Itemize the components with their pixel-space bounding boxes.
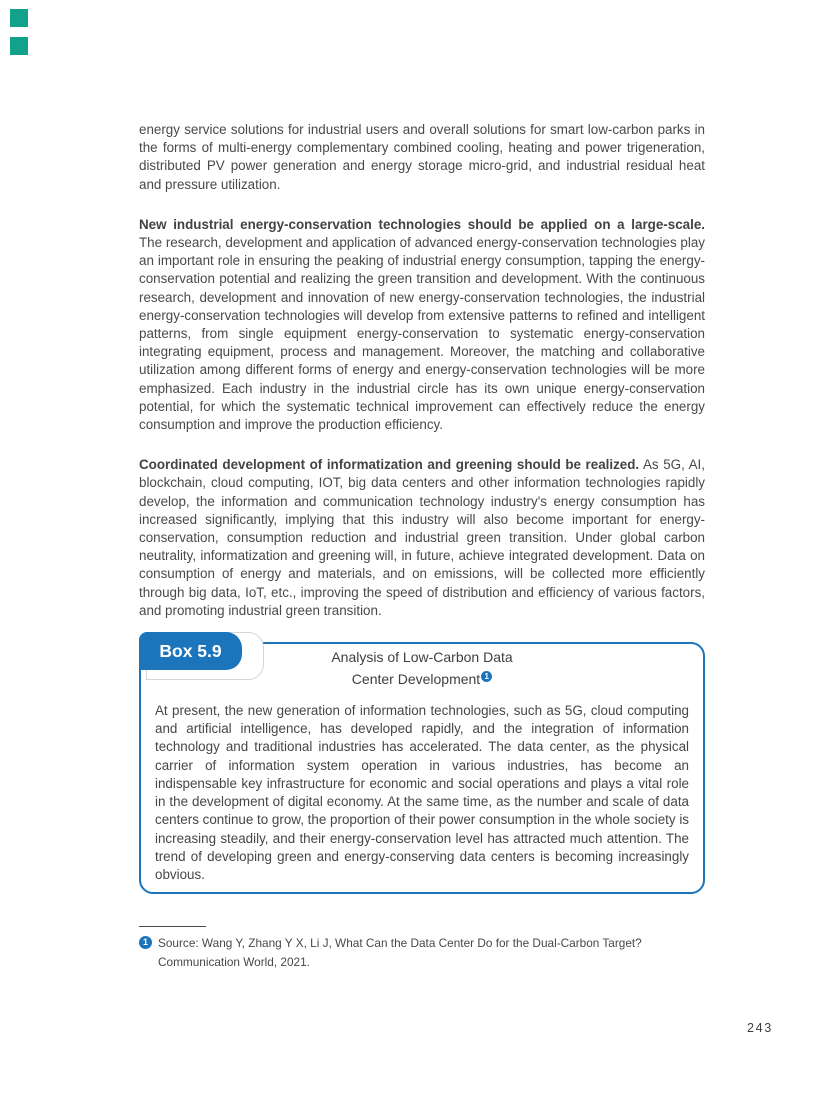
- page-number: 243: [747, 1021, 773, 1035]
- footnote-text: Source: Wang Y, Zhang Y X, Li J, What Can the Data Center Do for the Dual-Carbon Target? Communication World, 2021.: [158, 936, 642, 970]
- chapter-mark-square-top: [10, 9, 28, 27]
- box-body-text: At present, the new generation of information technologies, such as 5G, cloud computing and artificial intelligence, has developed rapidly, and the integration of information technology and traditional industries has accelerated. The data center, as the physical carrier of information system operation in various industries, has become an indispensable key infrastructure for economic and social operations and plays a vital role in the development of digital economy. At the same time, as the number and scale of data centers continue to grow, the proportion of their power consumption in the whole society is increasing steadily, and their energy-conservation level has attracted much attention. The trend of developing green and energy-conserving data centers is becoming increasingly obvious.: [155, 703, 689, 882]
- chapter-mark-square-bottom: [10, 37, 28, 55]
- page-content: [139, 121, 705, 972]
- paragraph-text: As 5G, AI, blockchain, cloud computing, IOT, big data centers and other information technologies rapidly develop, the information and communication technology industry's energy consumption has increased significantly, implying that this industry will also become important for energy-conservation, consumption reduction and industrial green transition. Under global carbon neutrality, informatization and greening will, in future, achieve integrated development. Data on consumption of energy and materials, and on emissions, will be collected more efficiently through big data, IoT, etc., improving the speed of distribution and efficiency of various factors, and promoting industrial green transition.: [139, 457, 706, 618]
- box-label: Box 5.9: [159, 640, 222, 661]
- paragraph-text: energy service solutions for industrial users and overall solutions for smart low-carbon parks in the forms of multi-energy complementary combined cooling, heating and power trigeneration, distributed PV power generation and energy storage micro-grid, and industrial residual heat and pressure utilization.: [139, 122, 705, 192]
- footnote-reference-icon[interactable]: 1: [481, 671, 492, 682]
- callout-box-5-9: [139, 642, 705, 894]
- footnote-marker-icon: 1: [139, 936, 152, 949]
- footnote-divider: [139, 926, 206, 927]
- box-title-line1: Analysis of Low-Carbon Data: [331, 649, 513, 666]
- box-label-tab: [139, 632, 242, 670]
- paragraph-lead-bold: New industrial energy-conservation technologies should be applied on a large-scale.: [139, 216, 705, 232]
- box-title-line2: Center Development: [351, 671, 481, 688]
- paragraph-text: The research, development and application of advanced energy-conservation technologies play an important role in ensuring the peaking of industrial energy consumption, tapping the energy-conservation potential and realizing the green transition and development. With the continuous research, development and innovation of new energy-conservation technologies, the industrial energy-conservation technologies will develop from extensive patterns to refined and intelligent patterns, from single equipment energy-conservation to systematic energy-conservation integrating equipment, process and management. Moreover, the matching and collaborative utilization among different forms of energy and energy-conservation technologies will be more emphasized. Each industry in the industrial circle has its own unique energy-conservation potential, for which the systematic technical improvement can effectively reduce the energy consumption and improve the production efficiency.: [139, 235, 705, 433]
- paragraph-lead-bold: Coordinated development of informatization and greening should be realized.: [139, 457, 640, 473]
- footnote: [139, 934, 705, 972]
- paragraph-energy-service: [139, 121, 705, 194]
- paragraph-coordinated-development: [139, 456, 705, 620]
- paragraph-new-technologies: [139, 216, 705, 434]
